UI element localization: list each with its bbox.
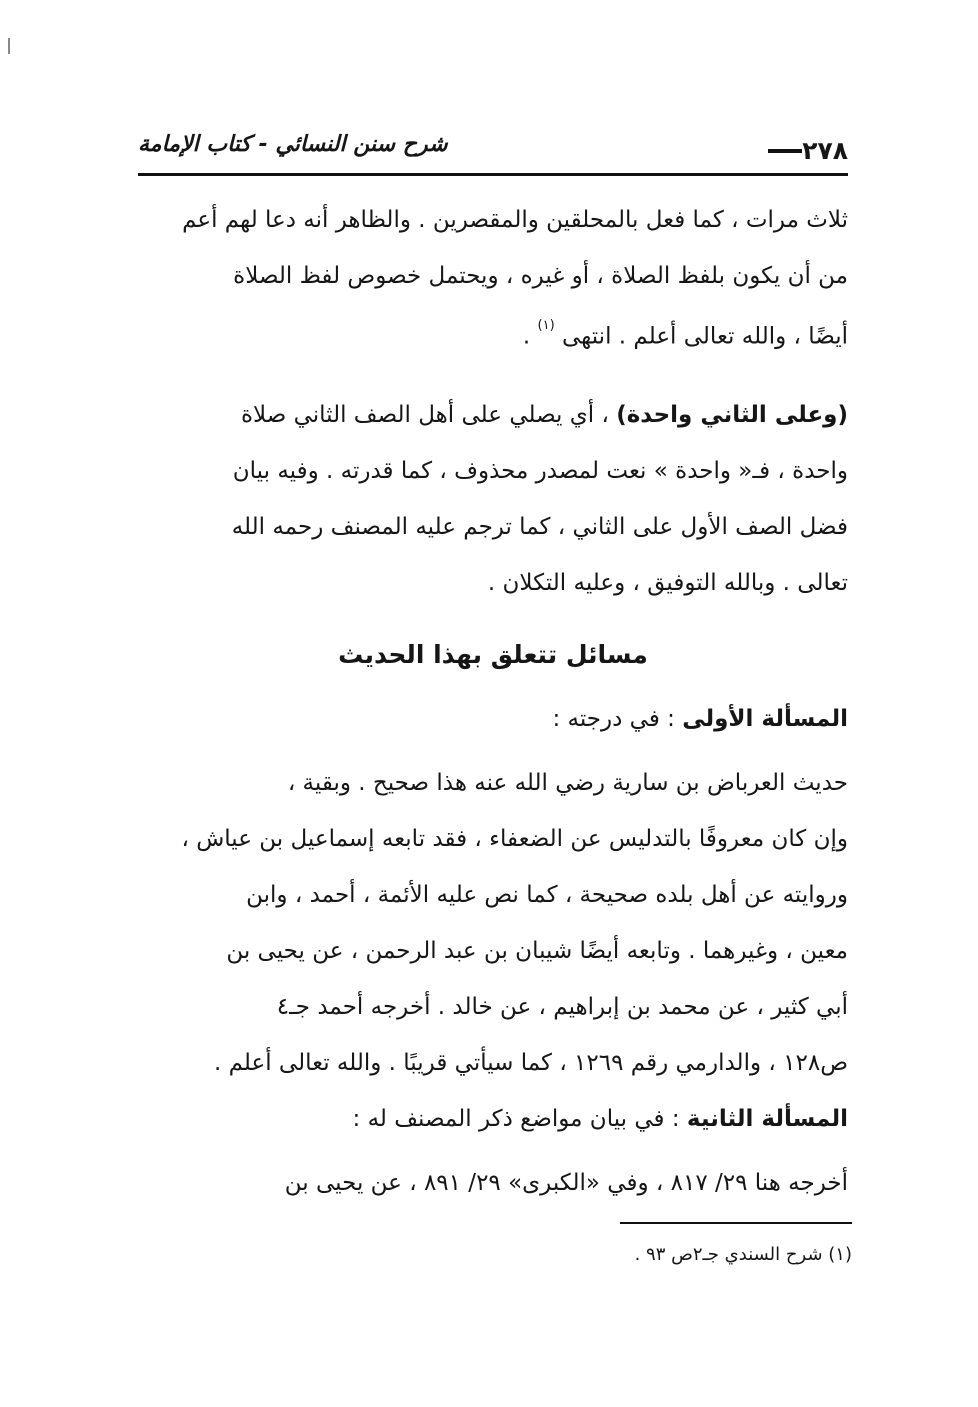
- text-fragment: ، أي يصلي على أهل الصف الثاني صلاة: [240, 401, 609, 428]
- section-title: مسائل تتعلق بهذا الحديث: [338, 639, 648, 669]
- paragraph-1: [138, 192, 848, 365]
- page-number: ٢٧٨: [802, 136, 848, 165]
- issue-2-heading: [138, 1091, 848, 1147]
- text-line: فضل الصف الأول على الثاني ، كما ترجم عليه المصنف رحمه الله: [231, 513, 848, 540]
- text-line: حديث العرباض بن سارية رضي الله عنه هذا صحيح . وبقية ،: [287, 769, 848, 796]
- footnote-text: شرح السندي جـ٢ص ٩٣ .: [634, 1244, 823, 1265]
- page-number-group: [758, 136, 848, 165]
- text-line: معين ، وغيرهما . وتابعه أيضًا شيبان بن عبد الرحمن ، عن يحيى بن: [226, 937, 848, 964]
- text-line: تعالى . وبالله التوفيق ، وعليه التكلان .: [487, 569, 848, 596]
- page-number-dash: [768, 149, 802, 153]
- header-rule: [138, 173, 848, 176]
- text-line: ثلاث مرات ، كما فعل بالمحلقين والمقصرين . والظاهر أنه دعا لهم أعم: [182, 207, 848, 233]
- issue-text: : في درجته :: [552, 705, 675, 732]
- margin-mark: [8, 38, 10, 54]
- text-line: وإن كان معروفًا بالتدليس عن الضعفاء ، فقد تابعه إسماعيل بن عياش ،: [181, 825, 848, 852]
- issue-1-heading: [138, 691, 848, 747]
- issue-text: : في بيان مواضع ذكر المصنف له :: [352, 1105, 680, 1132]
- text-line: [138, 387, 848, 443]
- text-line: أبي كثير ، عن محمد بن إبراهيم ، عن خالد . أخرجه أحمد جـ٤: [276, 993, 848, 1020]
- text-line: وروايته عن أهل بلده صحيحة ، كما نص عليه الأئمة ، أحمد ، وابن: [246, 881, 848, 908]
- running-title: شرح سنن النسائي - كتاب الإمامة: [138, 132, 448, 157]
- footnote-marker: (١): [537, 318, 555, 333]
- issue-label: المسألة الأولى: [682, 705, 848, 732]
- issue-1-body: [138, 755, 848, 1091]
- text-fragment: أيضًا ، والله تعالى أعلم . انتهى: [561, 323, 848, 350]
- page-body: [138, 192, 848, 1211]
- footnote-number: (١): [828, 1244, 852, 1265]
- footnote: [635, 1244, 852, 1265]
- page-header: [138, 128, 848, 176]
- text-line: واحدة ، فـ« واحدة » نعت لمصدر محذوف ، كما قدرته . وفيه بيان: [232, 457, 848, 484]
- text-line: ص١٢٨ ، والدارمي رقم ١٢٦٩ ، كما سيأتي قريبًا . والله تعالى أعلم .: [213, 1049, 848, 1076]
- text-fragment: .: [522, 323, 531, 350]
- text-line: [138, 304, 848, 365]
- issue-2-body: [138, 1155, 848, 1211]
- issue-label: المسألة الثانية: [686, 1105, 848, 1132]
- paragraph-2: [138, 387, 848, 611]
- text-line: من أن يكون بلفظ الصلاة ، أو غيره ، ويحتمل خصوص لفظ الصلاة: [233, 263, 848, 289]
- quoted-text: (وعلى الثاني واحدة): [616, 401, 848, 428]
- text-line: أخرجه هنا ٢٩/ ٨١٧ ، وفي «الكبرى» ٢٩/ ٨٩١ ، عن يحيى بن: [284, 1169, 848, 1196]
- footnote-rule: [620, 1222, 852, 1224]
